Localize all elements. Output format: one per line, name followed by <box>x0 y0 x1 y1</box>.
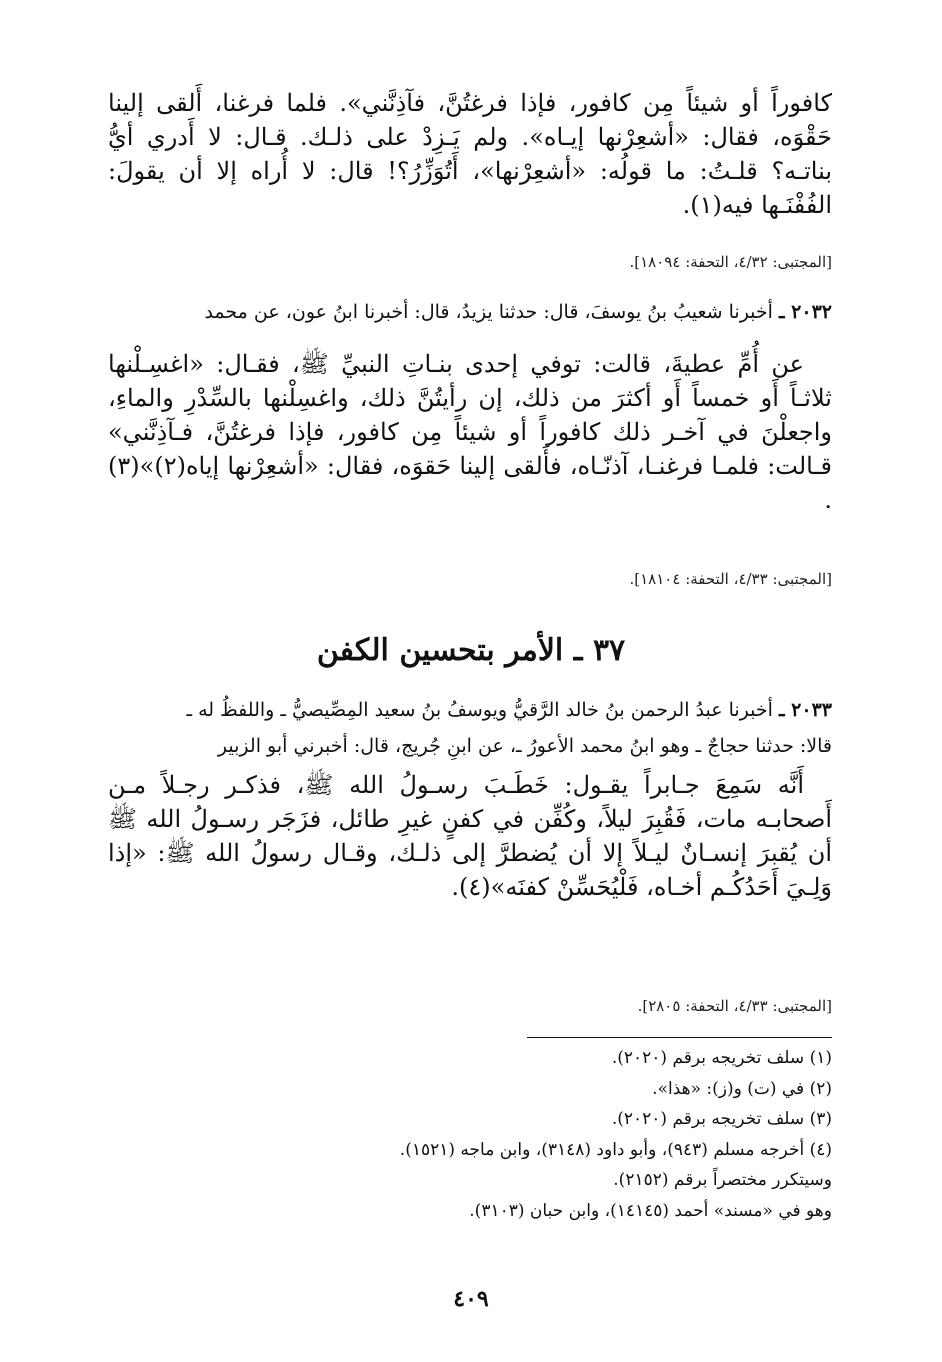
continuation-text: كافوراً أو شيئاً مِن كافور، فإذا فرغتُنَّ، فآذِنَّني». فلما فرغنا، أَلقى إلينا حَقْوَه، فقال: «أشعِرْنها إيـاه». ولم يَـزِدْ على ذلـك. قـال: لا أَدري أيُّ بناتـه؟ قلـتُ: ما قولُه: «أشعِرْنها»، أَتُوَزِّرُ؟! قال: لا أُراه إلا أن يقولَ: الفُفْنَـها فيه(١). <box>108 89 832 219</box>
isnad-text: قالا: حدثنا حجاجٌ ـ وهو ابنُ محمد الأعورُ ـ، عن ابنِ جُريج، قال: أخبرني أبو الزبير <box>217 735 832 757</box>
footnote-item: (١) سلف تخريجه برقم (٢٠٢٠). <box>611 1048 832 1068</box>
hadith-number: ٢٠٣٣ ـ <box>778 699 832 721</box>
footnote-item: (٤) أخرجه مسلم (٩٤٣)، وأبو داود (٣١٤٨)، وابن ماجه (١٥٢١). <box>399 1139 832 1160</box>
source-reference: [المجتبى: ٤/٣٢، التحفة: ١٨٠٩٤]. <box>629 253 832 271</box>
footnote-item: (٢) في (ت) و(ز): «هذا». <box>652 1078 832 1099</box>
matn-text: أَنَّه سَمِعَ جـابراً يقـول: خَطَـبَ رسـولُ الله ﷺ، فذكـر رجـلاً مـن أَصحابـه مات، فَقُبِرَ ليلاً، وكُفِّن في كفنٍ غيرِ طائل، فزَجَر رسـولُ الله ﷺ أن يُقبرَ إنسـانٌ ليـلاً إلا أن يُضطرَّ إلى ذلـك، وقـال رسولُ الله ﷺ: «إذا وَلِـيَ أَحَدُكُـم أخـاه، فَلْيُحَسِّنْ كفنَه»(٤). <box>108 771 832 901</box>
page-number: ٤٠٩ <box>453 1286 489 1312</box>
hadith-2032-isnad <box>108 294 832 330</box>
isnad-text: أخبرنا عبدُ الرحمن بنُ خالد الرَّقيُّ ويوسفُ بنُ سعيد المِصِّيصيُّ ـ واللفظُ له ـ <box>186 699 773 721</box>
footnote-divider <box>527 1037 832 1038</box>
hadith-number: ٢٠٣٢ ـ <box>778 301 832 323</box>
hadith-2033-isnad <box>108 692 832 764</box>
hadith-2033-matn <box>108 768 832 904</box>
footnote-item: وسيتكرر مختصراً برقم (٢١٥٢). <box>613 1170 832 1190</box>
footnote-item: (٣) سلف تخريجه برقم (٢٠٢٠). <box>611 1109 832 1129</box>
source-reference: [المجتبى: ٤/٣٣، التحفة: ٢٨٠٥]. <box>637 997 832 1015</box>
hadith-2032-matn <box>108 347 832 517</box>
footnote-item: وهو في «مسند» أحمد (١٤١٤٥)، وابن حبان (٣١٠٣). <box>469 1200 832 1221</box>
chapter-title: ٣٧ ـ الأمر بتحسين الكفن <box>316 633 626 668</box>
continuation-paragraph <box>108 86 832 222</box>
matn-text: عن أُمِّ عطيةَ، قالت: توفي إحدى بنـاتِ النبيِّ ﷺ، فقـال: «اغسِـلْنها ثلاثـاً أَو خمساً أَو أكثرَ من ذلك، إن رأيتُنَّ ذلك، واغسِلْنها بالسِّدْرِ والماءِ، واجعلْنَ في آخـر ذلك كافوراً أو شيئاً مِن كافور، فإذا فرغتُنَّ، فـآذِنَّني» قـالت: فلمـا فرغنـا، آذنّـاه، فأَلقى إلينا حَقوَه، فقال: «أشعِرْنها إياه(٢)»(٣) . <box>108 350 832 514</box>
isnad-text: أخبرنا شعيبُ بنُ يوسفَ، قال: حدثنا يزيدُ، قال: أخبرنا ابنُ عون، عن محمد <box>204 301 773 323</box>
footnotes <box>132 1043 832 1226</box>
source-reference: [المجتبى: ٤/٣٣، التحفة: ١٨١٠٤]. <box>629 570 832 588</box>
